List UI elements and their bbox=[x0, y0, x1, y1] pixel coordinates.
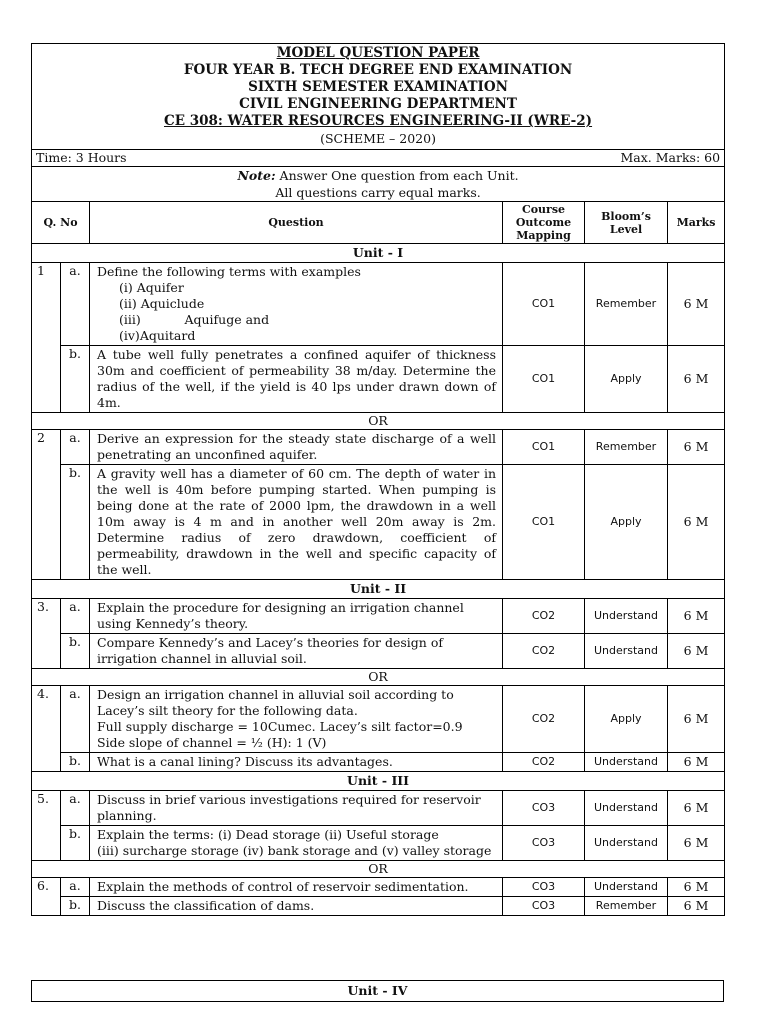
question-row bbox=[32, 599, 725, 634]
question-row bbox=[32, 897, 725, 916]
marks-cell: 6 M bbox=[668, 826, 725, 861]
col-question: Question bbox=[90, 202, 503, 244]
bloom-cell: Understand bbox=[585, 878, 668, 897]
co-cell: CO3 bbox=[503, 826, 585, 861]
note-line-2: All questions carry equal marks. bbox=[275, 185, 481, 200]
question-number: 3. bbox=[32, 599, 61, 669]
sub-label: b. bbox=[61, 465, 90, 580]
bloom-cell: Remember bbox=[585, 263, 668, 346]
co-cell: CO1 bbox=[503, 346, 585, 413]
header-exam: FOUR YEAR B. TECH DEGREE END EXAMINATION bbox=[183, 62, 573, 78]
bloom-cell: Understand bbox=[585, 791, 668, 826]
co-cell: CO2 bbox=[503, 634, 585, 669]
unit-3-heading: Unit - III bbox=[32, 772, 725, 791]
unit-2-heading: Unit - II bbox=[32, 580, 725, 599]
co-cell: CO1 bbox=[503, 465, 585, 580]
co-cell: CO3 bbox=[503, 897, 585, 916]
question-text: Define the following terms with examples (i) Aquifer (ii) Aquiclude (iii) Aquifuge and (iv)Aquitard bbox=[90, 263, 503, 346]
bloom-cell: Understand bbox=[585, 599, 668, 634]
question-text: Explain the methods of control of reservoir sedimentation. bbox=[90, 878, 503, 897]
bloom-cell: Understand bbox=[585, 753, 668, 772]
col-blooms: Bloom’s Level bbox=[585, 202, 668, 244]
unit-1-heading: Unit - I bbox=[32, 244, 725, 263]
sub-label: b. bbox=[61, 634, 90, 669]
question-text: Derive an expression for the steady state discharge of a well penetrating an unconfined aquifer. bbox=[90, 430, 503, 465]
marks-cell: 6 M bbox=[668, 686, 725, 753]
marks-cell: 6 M bbox=[668, 263, 725, 346]
col-marks: Marks bbox=[668, 202, 725, 244]
marks-cell: 6 M bbox=[668, 634, 725, 669]
co-cell: CO2 bbox=[503, 599, 585, 634]
unit-4-heading: Unit - IV bbox=[31, 980, 724, 1002]
bloom-cell: Remember bbox=[585, 897, 668, 916]
question-paper bbox=[31, 43, 724, 916]
question-number: 6. bbox=[32, 878, 61, 916]
sub-label: b. bbox=[61, 753, 90, 772]
bloom-cell: Apply bbox=[585, 346, 668, 413]
question-line: Lacey’s silt theory for the following data. bbox=[97, 703, 358, 718]
marks-cell: 6 M bbox=[668, 430, 725, 465]
question-text: Explain the procedure for designing an irrigation channel using Kennedy’s theory. bbox=[90, 599, 503, 634]
question-text: Discuss in brief various investigations required for reservoir planning. bbox=[90, 791, 503, 826]
col-co: Course Outcome Mapping bbox=[503, 202, 585, 244]
co-cell: CO3 bbox=[503, 791, 585, 826]
term-list bbox=[97, 280, 496, 344]
term-item: (iii) Aquifuge and bbox=[119, 312, 270, 327]
header-scheme: (SCHEME – 2020) bbox=[320, 131, 436, 146]
sub-label: b. bbox=[61, 826, 90, 861]
sub-label: b. bbox=[61, 346, 90, 413]
sub-label: a. bbox=[61, 430, 90, 465]
question-row bbox=[32, 753, 725, 772]
question-row bbox=[32, 465, 725, 580]
note-row bbox=[32, 167, 725, 202]
co-cell: CO2 bbox=[503, 753, 585, 772]
marks-cell: 6 M bbox=[668, 346, 725, 413]
co-cell: CO3 bbox=[503, 878, 585, 897]
time-row bbox=[32, 150, 725, 167]
or-divider: OR bbox=[32, 669, 725, 686]
sub-label: b. bbox=[61, 897, 90, 916]
or-divider: OR bbox=[32, 413, 725, 430]
bloom-cell: Apply bbox=[585, 465, 668, 580]
sub-label: a. bbox=[61, 263, 90, 346]
question-text: A gravity well has a diameter of 60 cm. The depth of water in the well is 40m before pumping started. When pumping is being done at the rate of 2000 lpm, the drawdown in a well 10m away is 4 m and in another well 20m away is 2m. Determine radius of zero drawdown, coefficient of permeability, drawdown in the well and specific capacity of the well. bbox=[90, 465, 503, 580]
column-header-row bbox=[32, 202, 725, 244]
bloom-cell: Understand bbox=[585, 634, 668, 669]
question-line: Side slope of channel = ½ (H): 1 (V) bbox=[97, 735, 327, 750]
question-line: Explain the terms: (i) Dead storage (ii) Useful storage bbox=[97, 827, 439, 842]
bloom-cell: Remember bbox=[585, 430, 668, 465]
marks-cell: 6 M bbox=[668, 599, 725, 634]
question-text bbox=[90, 826, 503, 861]
question-row bbox=[32, 686, 725, 753]
question-row bbox=[32, 878, 725, 897]
question-number: 4. bbox=[32, 686, 61, 772]
marks-cell: 6 M bbox=[668, 791, 725, 826]
question-row bbox=[32, 826, 725, 861]
or-divider: OR bbox=[32, 861, 725, 878]
note-line-1: Answer One question from each Unit. bbox=[279, 168, 519, 183]
header-semester: SIXTH SEMESTER EXAMINATION bbox=[248, 79, 508, 95]
time-label: Time: 3 Hours bbox=[36, 150, 127, 165]
header-department: CIVIL ENGINEERING DEPARTMENT bbox=[239, 96, 517, 112]
question-row bbox=[32, 791, 725, 826]
question-row bbox=[32, 634, 725, 669]
term-item: (ii) Aquiclude bbox=[119, 296, 205, 311]
question-row bbox=[32, 263, 725, 346]
sub-label: a. bbox=[61, 791, 90, 826]
paper-header bbox=[32, 44, 725, 150]
question-row bbox=[32, 346, 725, 413]
header-course: CE 308: WATER RESOURCES ENGINEERING-II (WRE-2) bbox=[164, 113, 593, 129]
question-number: 2 bbox=[32, 430, 61, 580]
co-cell: CO1 bbox=[503, 430, 585, 465]
question-text: A tube well fully penetrates a confined aquifer of thickness 30m and coefficient of permeability 38 m/day. Determine the radius of the well, if the yield is 40 lps under drawn down of 4m. bbox=[90, 346, 503, 413]
bloom-cell: Understand bbox=[585, 826, 668, 861]
col-qno: Q. No bbox=[32, 202, 90, 244]
question-text bbox=[90, 686, 503, 753]
sub-label: a. bbox=[61, 878, 90, 897]
question-row bbox=[32, 430, 725, 465]
marks-cell: 6 M bbox=[668, 465, 725, 580]
max-marks-label: Max. Marks: 60 bbox=[620, 150, 721, 165]
question-number: 5. bbox=[32, 791, 61, 861]
term-item: (iv)Aquitard bbox=[119, 328, 196, 343]
question-text: Discuss the classification of dams. bbox=[90, 897, 503, 916]
co-cell: CO1 bbox=[503, 263, 585, 346]
question-line: Design an irrigation channel in alluvial soil according to bbox=[97, 687, 454, 702]
question-table bbox=[31, 43, 725, 916]
bloom-cell: Apply bbox=[585, 686, 668, 753]
question-line: Full supply discharge = 10Cumec. Lacey’s silt factor=0.9 bbox=[97, 719, 463, 734]
question-line: (iii) surcharge storage (iv) bank storage and (v) valley storage bbox=[97, 843, 492, 858]
question-text: Compare Kennedy’s and Lacey’s theories for design of irrigation channel in alluvial soil. bbox=[90, 634, 503, 669]
marks-cell: 6 M bbox=[668, 753, 725, 772]
question-text: What is a canal lining? Discuss its advantages. bbox=[90, 753, 503, 772]
sub-label: a. bbox=[61, 599, 90, 634]
co-cell: CO2 bbox=[503, 686, 585, 753]
sub-label: a. bbox=[61, 686, 90, 753]
marks-cell: 6 M bbox=[668, 897, 725, 916]
question-number: 1 bbox=[32, 263, 61, 413]
header-title: MODEL QUESTION PAPER bbox=[276, 45, 480, 61]
term-item: (i) Aquifer bbox=[119, 280, 184, 295]
note-label: Note: bbox=[237, 168, 276, 183]
marks-cell: 6 M bbox=[668, 878, 725, 897]
